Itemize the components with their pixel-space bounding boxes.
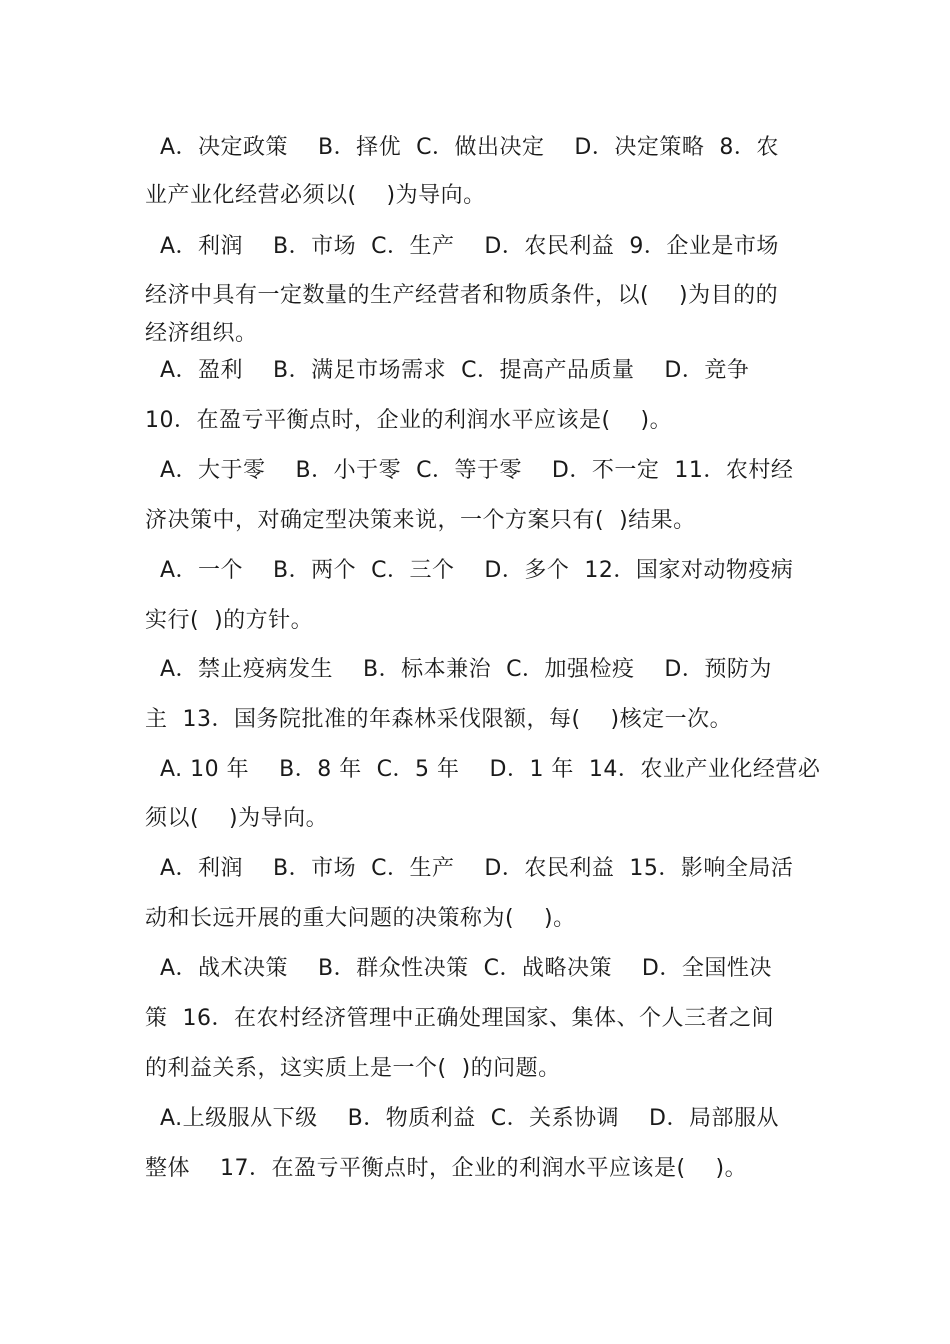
- text-line: 经济中具有一定数量的生产经营者和物质条件，以( )为目的的: [145, 283, 779, 308]
- text-line: A.上级服从下级 B．物质利益 C．关系协调 D．局部服从: [160, 1106, 779, 1131]
- text-line: 策 16．在农村经济管理中正确处理国家、集体、个人三者之间: [145, 1006, 774, 1031]
- text-line: 的利益关系，这实质上是一个( )的问题。: [145, 1056, 561, 1081]
- text-line: A. 10 年 B．8 年 C．5 年 D．1 年 14．农业产业化经营必: [160, 757, 821, 782]
- text-line: 须以( )为导向。: [145, 806, 329, 831]
- text-line: A．战术决策 B．群众性决策 C．战略决策 D．全国性决: [160, 956, 772, 981]
- text-line: 10．在盈亏平衡点时，企业的利润水平应该是( )。: [145, 408, 673, 433]
- text-line: 主 13．国务院批准的年森林采伐限额，每( )核定一次。: [145, 707, 733, 732]
- text-line: A．大于零 B．小于零 C．等于零 D．不一定 11．农村经: [160, 458, 794, 483]
- text-line: 济决策中，对确定型决策来说，一个方案只有( )结果。: [145, 508, 696, 533]
- text-line: 经济组织。: [145, 321, 258, 346]
- text-line: 整体 17．在盈亏平衡点时，企业的利润水平应该是( )。: [145, 1156, 748, 1181]
- text-line: A．决定政策 B．择优 C．做出决定 D．决定策略 8．农: [160, 135, 779, 160]
- text-line: 业产业化经营必须以( )为导向。: [145, 183, 486, 208]
- text-line: 实行( )的方针。: [145, 608, 314, 633]
- text-line: A．盈利 B．满足市场需求 C．提高产品质量 D．竞争: [160, 358, 750, 383]
- text-line: A．一个 B．两个 C．三个 D．多个 12．国家对动物疫病: [160, 558, 794, 583]
- text-line: A．禁止疫病发生 B．标本兼治 C．加强检疫 D．预防为: [160, 657, 772, 682]
- text-line: A．利润 B．市场 C．生产 D．农民利益 9．企业是市场: [160, 234, 779, 259]
- text-line: A．利润 B．市场 C．生产 D．农民利益 15．影响全局活: [160, 856, 794, 881]
- text-line: 动和长远开展的重大问题的决策称为( )。: [145, 906, 576, 931]
